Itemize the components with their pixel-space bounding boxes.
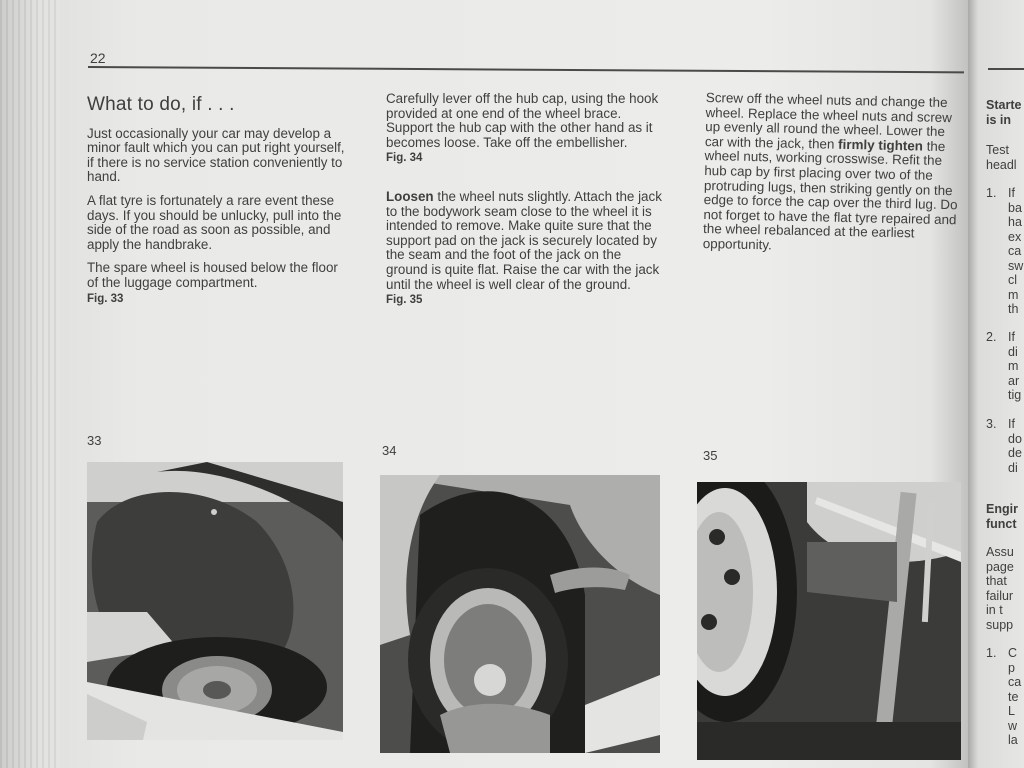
figure-number-33: 33 [87,433,102,448]
loosen-text: the wheel nuts slightly. Attach the jack to the bodywork seam close to the wheel it is intended to remove. Make quite sure that the support pad on the jack is securely located by the seam and the foot of the jack on the ground is quite flat. Raise the car with the jack until the wheel is well clear of the ground. [386,188,662,292]
change-wheel-paragraph [703,91,964,257]
right-heading-1: Starte is in [986,98,1022,127]
right-heading-2: Engir funct [986,502,1018,531]
fig-ref-34: Fig. 34 [386,152,423,165]
column-1 [87,94,345,306]
page-number: 22 [90,50,106,66]
book-binding [0,0,60,768]
figure-number-35: 35 [703,448,718,463]
figure-number-34: 34 [382,443,397,458]
right-item-3: 3. If do de di [986,417,1022,475]
fig-ref-35: Fig. 35 [386,294,423,307]
fig-ref-33: Fig. 33 [87,292,124,305]
flat-tyre-paragraph: A flat tyre is fortunately a rare event these days. If you should be unlucky, pull into the side of the road as soon as possible, and apply the handbrake. [87,192,342,252]
loosen-paragraph [386,190,662,292]
section-heading: What to do, if . . . [87,94,235,115]
column-3 [702,91,963,266]
change-wheel-text-b: the wheel nuts, working crosswise. Refit the hub cap by first placing over two of the protruding lugs, then striking gently on the edge to force the cap over the third lug. Do not forget to have the flat tyre repaired and the wheel rebalanced at the earliest opportunity. [702,138,958,253]
photo-hub-cap [380,475,660,753]
column-2 [386,92,662,308]
right-item-1: 1. If ba ha ex ca sw cl m th [986,186,1024,316]
right-paragraph: Assu page that failur in t supp [986,545,1014,632]
change-wheel-text-a: Screw off the wheel nuts and change the wheel. Replace the wheel nuts and screw up evenly all round the wheel. Lower the car with the jack, then [704,90,953,152]
right-item-b1: 1. C p ca te L w la [986,646,1022,747]
firmly-tighten-bold: firmly tighten [837,136,924,154]
right-page [968,0,1024,768]
intro-paragraph: Just occasionally your car may develop a minor fault which you can put right yourself, if there is no service station conveniently to hand. [87,125,345,185]
spare-wheel-paragraph: The spare wheel is housed below the floor of the luggage compartment. [87,260,338,290]
photo-spare-wheel [87,462,343,740]
right-item-2: 2. If di m ar tig [986,330,1022,402]
loosen-bold: Loosen [386,188,434,204]
right-test-text: Test headl [986,143,1017,172]
photo-jack [697,482,961,760]
hub-cap-paragraph: Carefully lever off the hub cap, using the hook provided at one end of the wheel brace. Support the hub cap with the other hand as it becomes loose. Take off the embellisher. [386,91,659,150]
right-header-rule [988,68,1024,70]
